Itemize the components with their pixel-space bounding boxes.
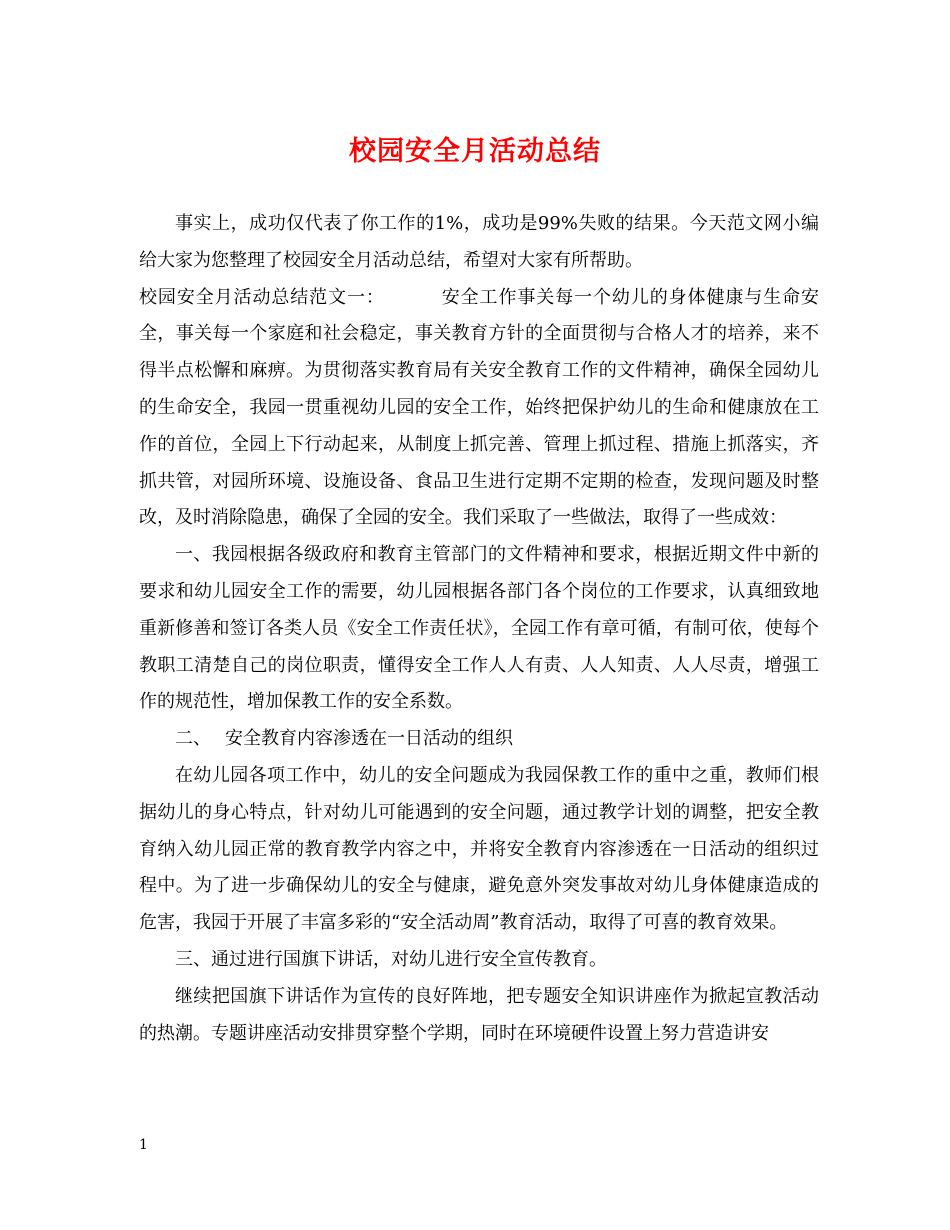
document-title: 校园安全月活动总结 <box>349 136 601 167</box>
sample-paragraph <box>139 280 819 538</box>
section-three-heading: 三、通过进行国旗下讲话，对幼儿进行安全宣传教育。 <box>175 948 607 970</box>
sample-text: 安全工作事关每一个幼儿的身体健康与生命安全，事关每一个家庭和社会稳定，事关教育方针的全面贯彻与合格人才的培养，来不得半点松懈和麻痹。为贯彻落实教育局有关安全教育工作的文件精神，确保全园幼儿的生命安全，我园一贯重视幼儿园的安全工作，始终把保护幼儿的生命和健康放在工作的首位，全园上下行动起来，从制度上抓完善、管理上抓过程、措施上抓落实，齐抓共管，对园所环境、设施设备、食品卫生进行定期不定期的检查，发现问题及时整改，及时消除隐患，确保了全园的安全。我们采取了一些做法，取得了一些成效： <box>139 286 820 529</box>
sample-label: 校园安全月活动总结范文一： <box>139 286 385 308</box>
section-two-paragraph: 在幼儿园各项工作中，幼儿的安全问题成为我园保教工作的重中之重，教师们根据幼儿的身心特点，针对幼儿可能遇到的安全问题，通过教学计划的调整，把安全教育纳入幼儿园正常的教育教学内容之中，并将安全教育内容渗透在一日活动的组织过程中。为了进一步确保幼儿的安全与健康，避免意外突发事故对幼儿身体健康造成的危害，我园于开展了丰富多彩的“安全活动周”教育活动，取得了可喜的教育效果。 <box>139 764 819 934</box>
section-two-number: 二、 <box>175 728 211 750</box>
intro-paragraph: 事实上，成功仅代表了你工作的1%，成功是99%失败的结果。今天范文网小编给大家为您整理了校园安全月活动总结，希望对大家有所帮助。 <box>139 213 819 271</box>
section-two-heading-text: 安全教育内容渗透在一日活动的组织 <box>225 728 513 750</box>
section-one-paragraph: 一、我园根据各级政府和教育主管部门的文件精神和要求，根据近期文件中新的要求和幼儿园安全工作的需要，幼儿园根据各部门各个岗位的工作要求，认真细致地重新修善和签订各类人员《安全工作责任状》，全园工作有章可循，有制可依，使每个教职工清楚自己的岗位职责，懂得安全工作人人有责、人人知责、人人尽责，增强工作的规范性，增加保教工作的安全系数。 <box>139 544 819 713</box>
document-body <box>139 206 819 1052</box>
page-number: 1 <box>139 1137 148 1153</box>
section-three-paragraph: 继续把国旗下讲话作为宣传的良好阵地，把专题安全知识讲座作为掀起宣教活动的热潮。专题讲座活动安排贯穿整个学期，同时在环境硬件设置上努力营造讲安 <box>139 985 819 1044</box>
section-two-heading <box>139 721 819 758</box>
